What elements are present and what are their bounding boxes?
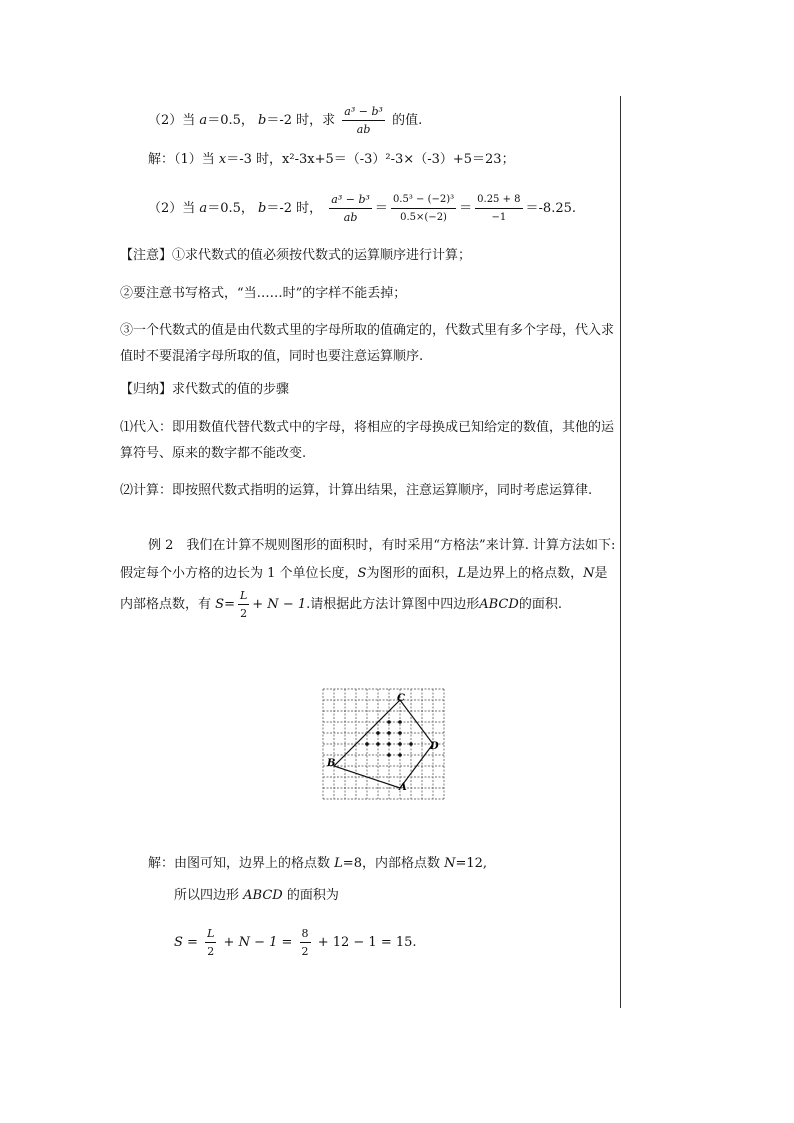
var-b: b [258,113,267,128]
step-2: ⑵计算：即按照代数式指明的运算，计算出结果，注意运算顺序，同时考虑运算律. [120,483,593,498]
note-2: ②要注意书写格式，“当……时”的字样不能丢掉； [120,286,407,301]
text: ＝0.5， [207,113,254,128]
lattice-point [398,720,402,724]
lattice-point [376,742,380,746]
fraction [342,104,385,137]
text: ＝-2 时，求 [266,113,336,128]
solution-2 [148,192,576,225]
var-a: a [199,201,208,216]
lattice-point [387,731,391,735]
equals: = [224,597,235,612]
answer-line-2 [174,886,339,906]
text: 例 2 我们在计算不规则图形的面积时，有时采用“方格法”来计算. 计算方法如下: 假定每个小方格的边长为 1 个单位长度， [120,538,616,581]
fraction [329,192,372,225]
step-1: ⑴代入：即用数值代替代数式中的字母，将相应的字母换成已知给定的数值，其他的运算符号、原来的数字都不能改变. [120,420,615,461]
fraction-numerator: L [239,589,248,602]
text: 是边界上的格点数， [466,566,584,581]
fraction-denominator: 2 [238,604,249,621]
answer-line-1 [148,854,487,874]
formula-mid: + N − 1 = [223,935,293,950]
page-vertical-rule [620,96,621,1008]
formula-rest: + N − 1 [252,597,307,612]
note-3: ③一个代数式的值是由代数式里的字母所取的值确定的，代数式里有多个字母，代入求值时不要混淆字母所取的值，同时也要注意运算顺序. [120,323,615,364]
fraction-numerator: 0.25 + 8 [477,194,521,205]
text: ＝0.5， [207,201,254,216]
lattice-point [398,742,402,746]
equals: ＝ [374,201,388,216]
equals: ＝ [459,201,473,216]
text: 解：由图可知，边界上的格点数 [148,856,331,871]
lattice-point [387,720,391,724]
fraction [391,192,456,225]
fraction-numerator: a³ − b³ [344,105,383,118]
text: =8，内部格点数 [342,856,440,871]
text: =12, [455,856,488,871]
fraction [205,926,216,959]
text: ＝-8.25. [525,201,577,216]
fraction-numerator: 0.5³ − (−2)³ [392,194,455,205]
var-x: x [218,152,227,167]
var-N: N [583,566,595,581]
text: （2）当 [148,201,196,216]
var-L: L [457,566,467,581]
lattice-point [387,753,391,757]
var-S: S [357,566,367,581]
text: 的面积为 [286,888,339,903]
text: ＝-3 时，x²-3x+5＝（-3）²-3×（-3）+5＝23； [226,152,515,167]
lattice-point [387,742,391,746]
text: .请根据此方法计算图中四边形 [306,597,480,612]
fraction-denominator: ab [329,208,372,225]
fraction-numerator: 8 [301,927,309,940]
var-S: S [174,935,183,950]
fraction-denominator: 2 [205,942,216,959]
lattice-point [398,753,402,757]
equals: = [187,935,198,950]
fraction [475,192,522,225]
fraction-denominator: 0.5×(−2) [391,208,456,225]
lattice-point [409,742,413,746]
text: 的面积. [518,597,562,612]
text: + 12 − 1 = 15. [317,935,417,950]
answer-formula [174,926,417,959]
fraction-denominator: ab [342,120,385,137]
text: ＝-2 时， [266,201,323,216]
fraction [300,926,311,959]
var-N: N [444,856,456,871]
fraction-numerator: a³ − b³ [331,193,370,206]
var-b: b [258,201,267,216]
solution-1 [148,150,515,170]
note-1: 【注意】①求代数式的值必须按代数式的运算顺序进行计算； [120,248,472,263]
fraction-denominator: −1 [475,208,522,225]
label-b: B [327,758,336,769]
fraction-denominator: 2 [300,942,311,959]
text: 所以四边形 [174,888,240,903]
lattice-point [398,731,402,735]
var-L: L [334,856,343,871]
lattice-point [376,731,380,735]
var-a: a [199,113,208,128]
var-S: S [215,597,225,612]
text: 解：（1）当 [148,152,215,167]
text: （2）当 [148,113,196,128]
fraction [238,588,249,621]
summary-title: 【归纳】求代数式的值的步骤 [120,382,290,397]
text: 是内部格点数，有 [120,566,608,612]
lattice-point [365,742,369,746]
text: 为图形的面积， [366,566,458,581]
label-d: D [430,741,439,752]
grid-figure [318,686,448,802]
label-c: C [397,693,405,704]
fraction-numerator: L [207,927,215,940]
example-2 [120,532,616,621]
text: 的值. [392,113,423,128]
var-ABCD: ABCD [479,597,519,612]
question-2 [148,104,422,137]
label-a: A [399,782,407,793]
var-ABCD: ABCD [243,888,283,903]
